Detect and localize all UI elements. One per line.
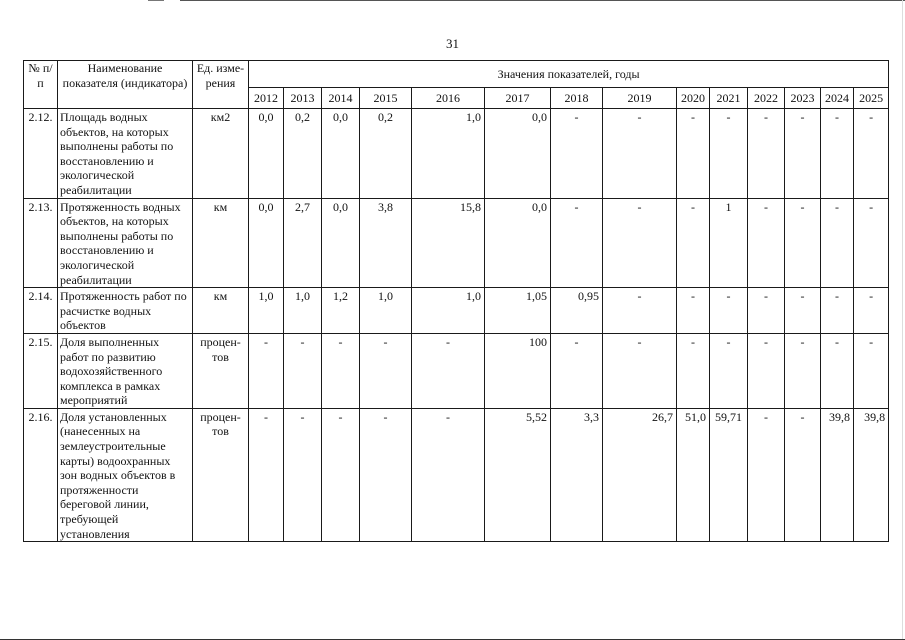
- header-year: 2024: [821, 88, 854, 109]
- table-row: [24, 109, 889, 199]
- header-year: 2021: [710, 88, 748, 109]
- value-cell: -: [785, 288, 821, 334]
- indicators-table: [23, 60, 889, 542]
- value-cell: -: [854, 198, 889, 288]
- table-row: [24, 408, 889, 541]
- header-year: 2025: [854, 88, 889, 109]
- indicator-unit: процен-тов: [193, 333, 249, 408]
- value-cell: -: [322, 408, 360, 541]
- row-number: 2.15.: [24, 333, 58, 408]
- value-cell: -: [551, 198, 603, 288]
- row-number: 2.14.: [24, 288, 58, 334]
- value-cell: -: [854, 288, 889, 334]
- value-cell: -: [284, 333, 322, 408]
- value-cell: 1,2: [322, 288, 360, 334]
- value-cell: -: [551, 333, 603, 408]
- value-cell: 3,3: [551, 408, 603, 541]
- value-cell: -: [785, 333, 821, 408]
- table-row: [24, 288, 889, 334]
- value-cell: -: [748, 333, 785, 408]
- value-cell: -: [360, 408, 412, 541]
- row-number: 2.13.: [24, 198, 58, 288]
- header-year: 2012: [249, 88, 284, 109]
- value-cell: 15,8: [412, 198, 485, 288]
- value-cell: -: [603, 198, 677, 288]
- header-year: 2013: [284, 88, 322, 109]
- indicator-name: Площадь водных объектов, на которых выполнены работы по восстановлению и экологической реабилитации: [58, 109, 193, 199]
- value-cell: 100: [485, 333, 551, 408]
- header-year: 2022: [748, 88, 785, 109]
- value-cell: 26,7: [603, 408, 677, 541]
- value-cell: -: [603, 288, 677, 334]
- indicator-unit: км: [193, 198, 249, 288]
- indicator-name: Доля установленных (нанесенных на землеустроительные карты) водоохранных зон водных объектов в протяженности береговой линии, требующей установления: [58, 408, 193, 541]
- value-cell: -: [821, 288, 854, 334]
- header-unit: Ед. изме-рения: [193, 61, 249, 109]
- value-cell: 1: [710, 198, 748, 288]
- value-cell: -: [284, 408, 322, 541]
- value-cell: -: [412, 333, 485, 408]
- value-cell: -: [677, 288, 710, 334]
- scan-top-edge: [180, 0, 905, 1]
- value-cell: 1,0: [249, 288, 284, 334]
- value-cell: -: [748, 408, 785, 541]
- value-cell: 0,95: [551, 288, 603, 334]
- value-cell: 2,7: [284, 198, 322, 288]
- value-cell: -: [551, 109, 603, 199]
- value-cell: 51,0: [677, 408, 710, 541]
- value-cell: 0,2: [360, 109, 412, 199]
- value-cell: -: [854, 333, 889, 408]
- value-cell: 1,0: [360, 288, 412, 334]
- value-cell: -: [748, 109, 785, 199]
- value-cell: 5,52: [485, 408, 551, 541]
- value-cell: -: [785, 408, 821, 541]
- value-cell: -: [249, 408, 284, 541]
- value-cell: 1,0: [412, 109, 485, 199]
- value-cell: -: [249, 333, 284, 408]
- value-cell: 0,0: [249, 109, 284, 199]
- value-cell: 3,8: [360, 198, 412, 288]
- value-cell: 59,71: [710, 408, 748, 541]
- header-number: № п/п: [24, 61, 58, 109]
- value-cell: -: [677, 198, 710, 288]
- indicator-unit: км2: [193, 109, 249, 199]
- header-year: 2020: [677, 88, 710, 109]
- table-body: [24, 109, 889, 542]
- value-cell: -: [603, 333, 677, 408]
- header-year: 2019: [603, 88, 677, 109]
- header-year: 2017: [485, 88, 551, 109]
- value-cell: -: [821, 333, 854, 408]
- value-cell: 39,8: [821, 408, 854, 541]
- scan-right-edge: [902, 0, 903, 640]
- header-row-main: [24, 61, 889, 88]
- indicator-unit: процен-тов: [193, 408, 249, 541]
- table-row: [24, 198, 889, 288]
- value-cell: -: [785, 109, 821, 199]
- value-cell: -: [854, 109, 889, 199]
- indicator-unit: км: [193, 288, 249, 334]
- value-cell: -: [677, 109, 710, 199]
- value-cell: 0,0: [322, 198, 360, 288]
- indicator-name: Протяженность работ по расчистке водных объектов: [58, 288, 193, 334]
- value-cell: 0,0: [249, 198, 284, 288]
- value-cell: -: [821, 109, 854, 199]
- table-row: [24, 333, 889, 408]
- value-cell: -: [748, 198, 785, 288]
- value-cell: -: [785, 198, 821, 288]
- value-cell: -: [710, 288, 748, 334]
- header-year: 2016: [412, 88, 485, 109]
- row-number: 2.16.: [24, 408, 58, 541]
- value-cell: -: [710, 109, 748, 199]
- header-values-by-year: Значения показателей, годы: [249, 61, 889, 88]
- value-cell: -: [603, 109, 677, 199]
- value-cell: 39,8: [854, 408, 889, 541]
- value-cell: 0,2: [284, 109, 322, 199]
- value-cell: 0,0: [485, 198, 551, 288]
- value-cell: 1,05: [485, 288, 551, 334]
- value-cell: -: [322, 333, 360, 408]
- value-cell: -: [677, 333, 710, 408]
- value-cell: -: [412, 408, 485, 541]
- header-year: 2023: [785, 88, 821, 109]
- header-year: 2018: [551, 88, 603, 109]
- value-cell: 1,0: [284, 288, 322, 334]
- indicator-name: Протяженность водных объектов, на которых выполнены работы по восстановлению и экологической реабилитации: [58, 198, 193, 288]
- value-cell: -: [710, 333, 748, 408]
- indicator-name: Доля выполненных работ по развитию водохозяйственного комплекса в рамках мероприятий: [58, 333, 193, 408]
- header-year: 2015: [360, 88, 412, 109]
- value-cell: -: [821, 198, 854, 288]
- scan-edge-mark: [148, 0, 164, 1]
- value-cell: 1,0: [412, 288, 485, 334]
- page-number: 31: [446, 36, 459, 51]
- header-year: 2014: [322, 88, 360, 109]
- value-cell: -: [748, 288, 785, 334]
- header-indicator-name: Наименование показателя (индикатора): [58, 61, 193, 109]
- value-cell: 0,0: [485, 109, 551, 199]
- value-cell: -: [360, 333, 412, 408]
- row-number: 2.12.: [24, 109, 58, 199]
- value-cell: 0,0: [322, 109, 360, 199]
